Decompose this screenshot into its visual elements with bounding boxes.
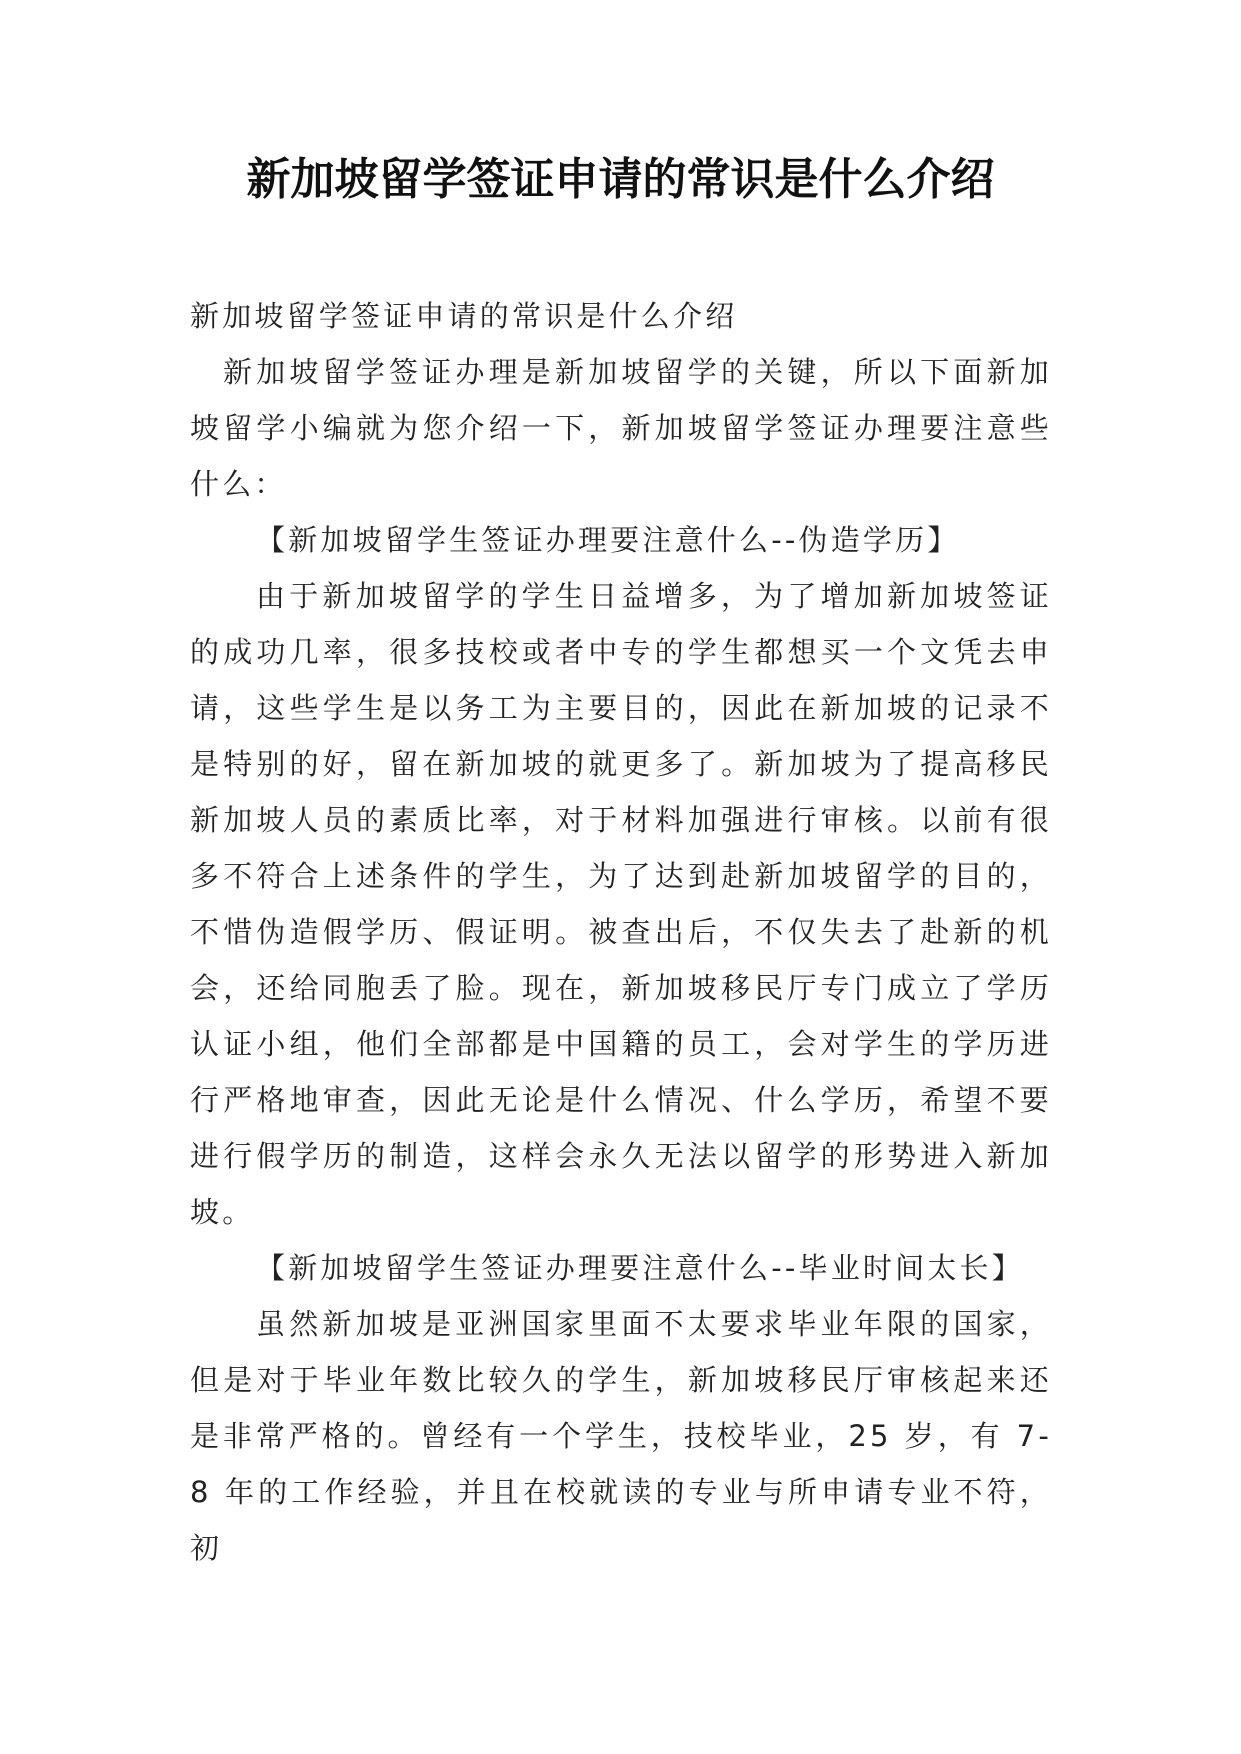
intro-paragraph: 新加坡留学签证办理是新加坡留学的关键，所以下面新加坡留学小编就为您介绍一下，新加坡留学签证办理要注意些什么： xyxy=(190,355,1052,501)
subtitle-line: 新加坡留学签证申请的常识是什么介绍 xyxy=(190,299,738,333)
document-body xyxy=(190,288,1052,1576)
section-heading-long-graduation: 【新加坡留学生签证办理要注意什么--毕业时间太长】 xyxy=(256,1251,1024,1285)
document-title: 新加坡留学签证申请的常识是什么介绍 xyxy=(246,154,995,205)
section-heading-forged-degree: 【新加坡留学生签证办理要注意什么--伪造学历】 xyxy=(256,523,960,557)
section-body-long-graduation: 虽然新加坡是亚洲国家里面不太要求毕业年限的国家，但是对于毕业年数比较久的学生，新加坡移民厅审核起来还是非常严格的。曾经有一个学生，技校毕业，25 岁，有 7-8 年的工作经验，并且在校就读的专业与所申请专业不符，初 xyxy=(190,1307,1052,1565)
section-body-forged-degree: 由于新加坡留学的学生日益增多，为了增加新加坡签证的成功几率，很多技校或者中专的学生都想买一个文凭去申请，这些学生是以务工为主要目的，因此在新加坡的记录不是特别的好，留在新加坡的就更多了。新加坡为了提高移民新加坡人员的素质比率，对于材料加强进行审核。以前有很多不符合上述条件的学生，为了达到赴新加坡留学的目的，不惜伪造假学历、假证明。被查出后，不仅失去了赴新的机会，还给同胞丢了脸。现在，新加坡移民厅专门成立了学历认证小组，他们全部都是中国籍的员工，会对学生的学历进行严格地审查，因此无论是什么情况、什么学历，希望不要进行假学历的制造，这样会永久无法以留学的形势进入新加坡。 xyxy=(190,579,1052,1229)
